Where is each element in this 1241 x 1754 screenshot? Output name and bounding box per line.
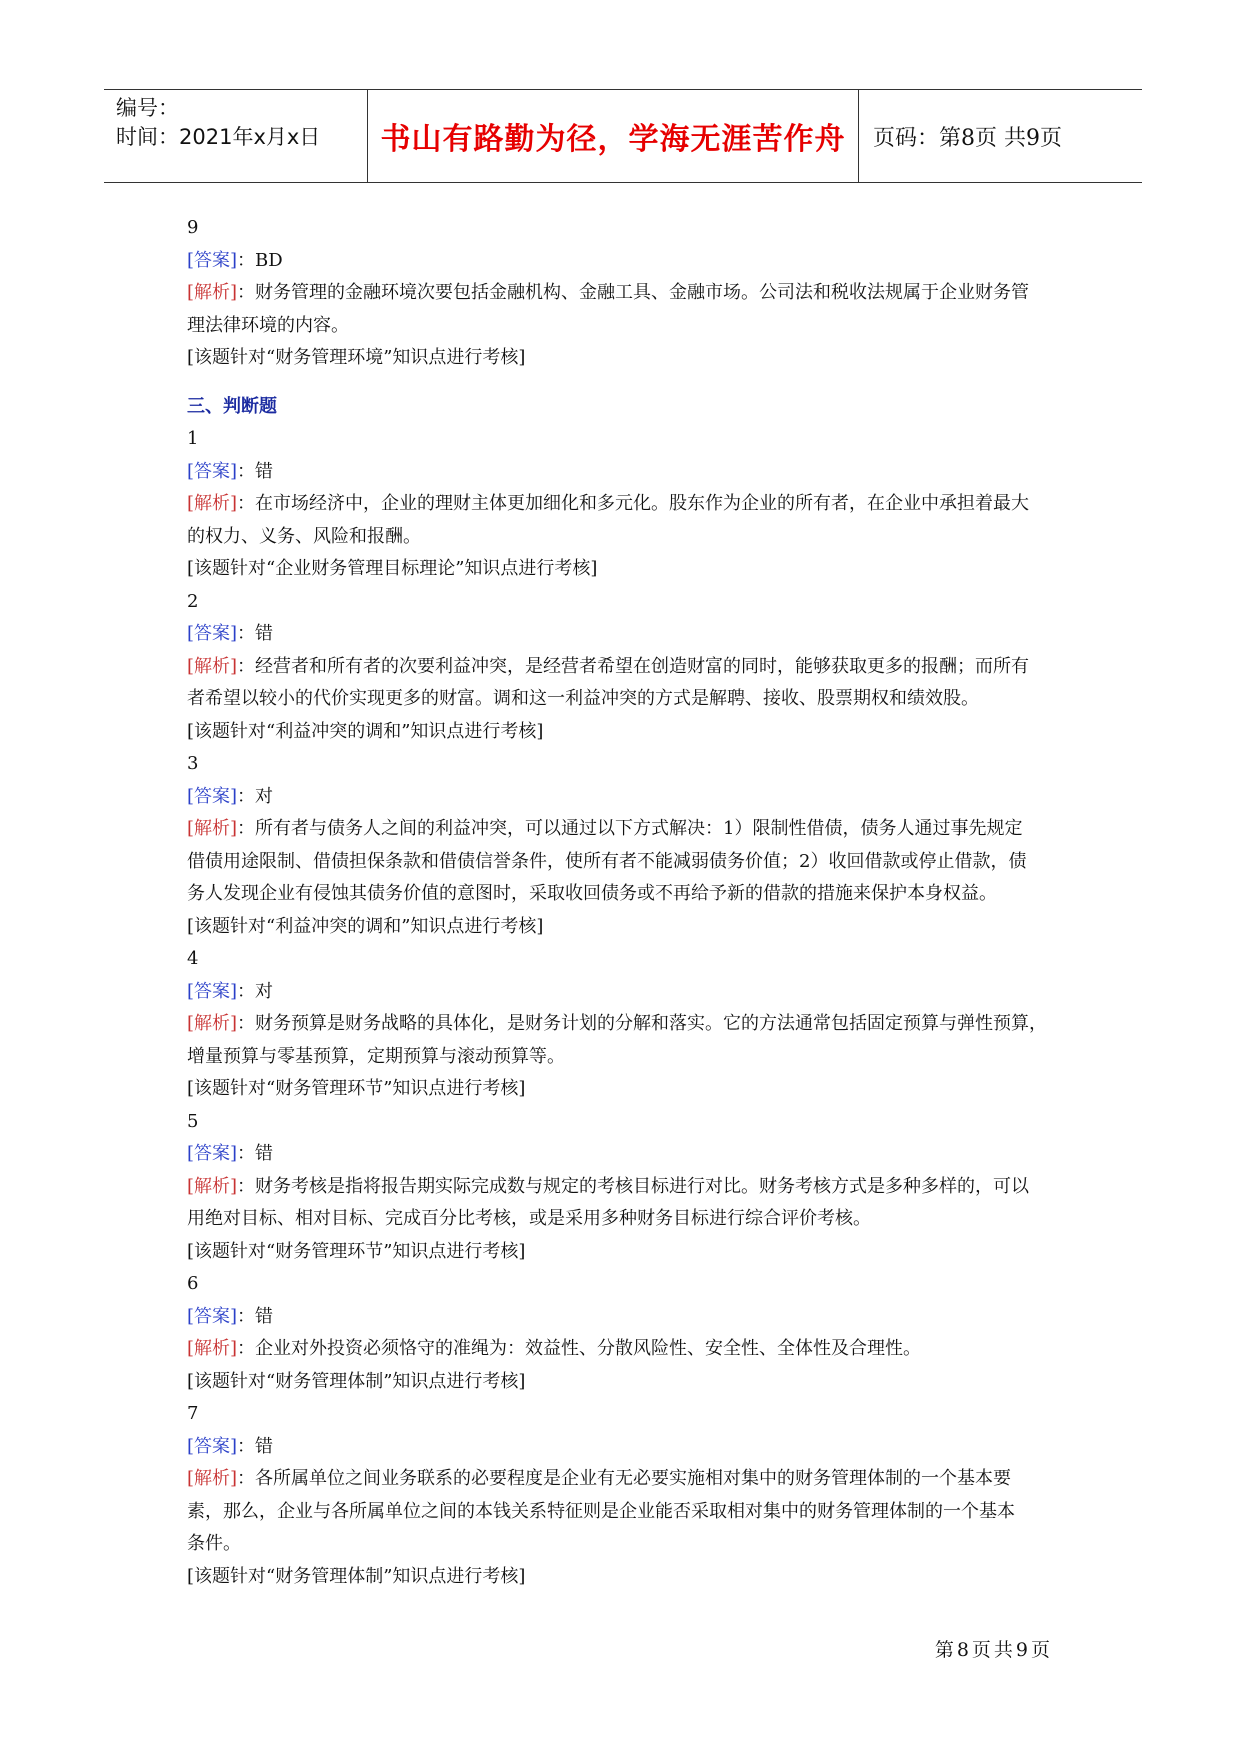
- analysis-tag: [解析]: [187, 1468, 238, 1489]
- question-9: [187, 212, 1057, 375]
- answer-tag: [答案]: [187, 1435, 238, 1457]
- header-page-number: 页码：第8页 共9页: [873, 125, 1062, 151]
- analysis-text: ：所有者与债务人之间的利益冲突，可以通过以下方式解决：1）限制性借债，债务人通过事先规定: [237, 818, 1023, 839]
- analysis-line: [187, 1463, 1057, 1496]
- answer-line: [187, 618, 1057, 651]
- judgment-questions: [187, 423, 1057, 1593]
- header-motto: 书山有路勤为径，学海无涯苦作舟: [368, 90, 859, 182]
- question-number: 2: [187, 590, 199, 612]
- answer-tag: [答案]: [187, 623, 238, 644]
- analysis-line: [187, 1333, 1057, 1366]
- judgment-question: [187, 586, 1057, 749]
- analysis-text: ：各所属单位之间业务联系的必要程度是企业有无必要实施相对集中的财务管理体制的一个基本要: [237, 1468, 1012, 1489]
- analysis-line: [187, 651, 1057, 684]
- topic-note: [该题针对“利益冲突的调和”知识点进行考核]: [187, 915, 544, 937]
- analysis-tag: [解析]: [187, 493, 238, 514]
- question-number: 7: [187, 1403, 199, 1424]
- answer-value: ：BD: [237, 249, 283, 271]
- answer-line: [187, 781, 1057, 814]
- document-time-label: 时间：2021年x月x日: [116, 125, 321, 149]
- document-body: [187, 212, 1057, 1593]
- answer-tag: [答案]: [187, 1305, 238, 1327]
- analysis-line: [187, 488, 1057, 521]
- answer-tag: [答案]: [187, 460, 238, 482]
- topic-note: [该题针对“财务管理体制”知识点进行考核]: [187, 1565, 526, 1587]
- question-number: 3: [187, 753, 199, 774]
- answer-value: ：错: [237, 623, 274, 644]
- section-title: 三、判断题: [187, 395, 277, 417]
- analysis-text: ：财务管理的金融环境次要包括金融机构、金融工具、金融市场。公司法和税收法规属于企业财务管: [237, 282, 1030, 303]
- answer-value: ：错: [237, 1435, 274, 1457]
- answer-line: [187, 1301, 1057, 1334]
- answer-line: [187, 1138, 1057, 1171]
- answer-value: ：对: [237, 785, 274, 807]
- analysis-tag: [解析]: [187, 818, 238, 839]
- answer-line: [187, 245, 1057, 278]
- analysis-line: 增量预算与零基预算，定期预算与滚动预算等。: [187, 1045, 565, 1067]
- question-number: 9: [187, 217, 199, 238]
- answer-line: [187, 1431, 1057, 1464]
- judgment-question: [187, 423, 1057, 586]
- analysis-text: ：财务考核是指将报告期实际完成数与规定的考核目标进行对比。财务考核方式是多种多样的，可以: [237, 1175, 1030, 1197]
- judgment-question: [187, 943, 1057, 1106]
- page-footer: 第8页共9页: [934, 1639, 1053, 1661]
- judgment-question: [187, 1268, 1057, 1398]
- document-number-label: 编号：: [116, 96, 179, 120]
- analysis-tag: [解析]: [187, 1013, 238, 1034]
- analysis-line: 务人发现企业有侵蚀其债务价值的意图时，采取收回债务或不再给予新的借款的措施来保护本身权益。: [187, 883, 997, 904]
- answer-tag: [答案]: [187, 785, 238, 807]
- analysis-line: [187, 1008, 1057, 1041]
- question-number: 6: [187, 1273, 199, 1294]
- analysis-line: 理法律环境的内容。: [187, 314, 349, 336]
- analysis-line: [187, 813, 1057, 846]
- analysis-line: 的权力、义务、风险和报酬。: [187, 525, 421, 547]
- page-header: [104, 89, 1142, 183]
- analysis-tag: [解析]: [187, 1175, 238, 1197]
- topic-note: [该题针对“财务管理体制”知识点进行考核]: [187, 1370, 526, 1392]
- analysis-tag: [解析]: [187, 282, 238, 303]
- answer-value: ：错: [237, 1305, 274, 1327]
- topic-note: [该题针对“企业财务管理目标理论”知识点进行考核]: [187, 558, 598, 579]
- analysis-line: 条件。: [187, 1533, 241, 1554]
- analysis-text: ：在市场经济中，企业的理财主体更加细化和多元化。股东作为企业的所有者，在企业中承担着最大: [237, 493, 1030, 514]
- analysis-line: 借债用途限制、借债担保条款和借债信誉条件，使所有者不能减弱债务价值；2）收回借款或停止借款，债: [187, 850, 1027, 872]
- analysis-text: ：经营者和所有者的次要利益冲突，是经营者希望在创造财富的同时，能够获取更多的报酬；而所有: [237, 655, 1030, 677]
- question-number: 5: [187, 1110, 199, 1132]
- analysis-line: [187, 1171, 1057, 1204]
- answer-line: [187, 456, 1057, 489]
- topic-note: [该题针对“财务管理环节”知识点进行考核]: [187, 1240, 526, 1262]
- header-left-cell: [104, 90, 368, 182]
- analysis-line: [187, 277, 1057, 310]
- analysis-tag: [解析]: [187, 1338, 238, 1359]
- analysis-text: ：财务预算是财务战略的具体化，是财务计划的分解和落实。它的方法通常包括固定预算与弹性预算，: [237, 1013, 1048, 1034]
- judgment-question: [187, 1106, 1057, 1269]
- answer-tag: [答案]: [187, 249, 238, 271]
- analysis-text: ：企业对外投资必须恪守的准绳为：效益性、分散风险性、安全性、全体性及合理性。: [237, 1338, 922, 1359]
- question-number: 1: [187, 428, 199, 449]
- topic-note: [该题针对“利益冲突的调和”知识点进行考核]: [187, 720, 544, 742]
- answer-tag: [答案]: [187, 1143, 238, 1164]
- topic-note: [该题针对“财务管理环节”知识点进行考核]: [187, 1078, 526, 1099]
- judgment-question: [187, 748, 1057, 943]
- answer-value: ：对: [237, 980, 274, 1002]
- analysis-tag: [解析]: [187, 655, 238, 677]
- answer-value: ：错: [237, 460, 274, 482]
- judgment-question: [187, 1398, 1057, 1593]
- answer-line: [187, 976, 1057, 1009]
- answer-tag: [答案]: [187, 980, 238, 1002]
- analysis-line: 者希望以较小的代价实现更多的财富。调和这一利益冲突的方式是解聘、接收、股票期权和绩效股。: [187, 688, 979, 709]
- question-number: 4: [187, 948, 199, 969]
- analysis-line: 用绝对目标、相对目标、完成百分比考核，或是采用多种财务目标进行综合评价考核。: [187, 1208, 871, 1229]
- answer-value: ：错: [237, 1143, 274, 1164]
- topic-note: [该题针对“财务管理环境”知识点进行考核]: [187, 347, 526, 368]
- analysis-line: 素，那么，企业与各所属单位之间的本钱关系特征则是企业能否采取相对集中的财务管理体制的一个基本: [187, 1500, 1015, 1522]
